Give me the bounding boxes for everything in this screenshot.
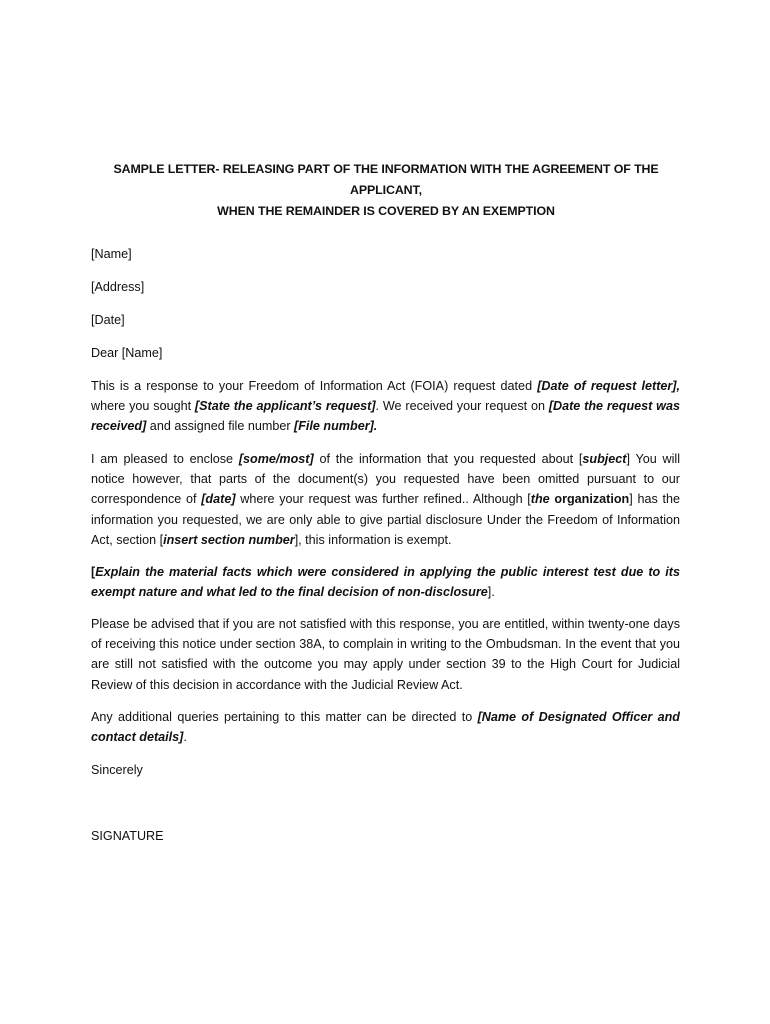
- placeholder-received-date: [Date the request was received]: [91, 399, 680, 434]
- letter-title: [91, 159, 681, 222]
- text-run: ] has the information you requested, we are only able to give partial disclosure Under the Freedom of Information Act, section [: [91, 492, 680, 547]
- text-run: I am pleased to enclose: [91, 452, 239, 466]
- title-line-1: SAMPLE LETTER- RELEASING PART OF THE INFORMATION WITH THE AGREEMENT OF THE APPLICANT,: [113, 162, 659, 197]
- text-run: .: [183, 730, 187, 745]
- closing: Sincerely: [91, 763, 143, 777]
- paragraph-partial-disclosure: [91, 449, 680, 550]
- placeholder-subject: subject: [582, 452, 627, 466]
- placeholder-material-facts: Explain the material facts which were considered in applying the public interest test due to its exempt nature and what led to the final decision of non-disclosure: [91, 565, 680, 600]
- text-run: ], this information is exempt.: [294, 532, 452, 547]
- signature: SIGNATURE: [91, 829, 164, 843]
- text-run: Any additional queries pertaining to this matter can be directed to: [91, 710, 478, 724]
- recipient-name: [Name]: [91, 247, 132, 261]
- placeholder-designated-officer: [Name of Designated Officer and contact details]: [91, 710, 680, 745]
- text-run: This is a response to your Freedom of Information Act (FOIA) request dated: [91, 379, 538, 393]
- bracket-open: [: [91, 565, 96, 579]
- title-line-2: WHEN THE REMAINDER IS COVERED BY AN EXEMPTION: [217, 204, 555, 218]
- text-run: and assigned file number: [146, 419, 295, 434]
- text-run: where your request was further refined.. Although [: [235, 492, 531, 507]
- paragraph-appeal-rights: Please be advised that if you are not satisfied with this response, you are entitled, within twenty-one days of receiving this notice under section 38A, to complain in writing to the Ombudsman. In the event that you are still not satisfied with the outcome you may apply under section 39 to the High Court for Judicial Review of this decision in accordance with the Judicial Review Act.: [91, 617, 680, 692]
- paragraph-additional-queries: [91, 707, 680, 747]
- placeholder-file-number: [File number].: [294, 419, 378, 434]
- text-run: where you sought: [91, 399, 195, 414]
- placeholder-request-date: [Date of request letter],: [537, 379, 680, 393]
- placeholder-applicant-request: [State the applicant’s request]: [194, 399, 376, 414]
- placeholder-section-number: insert section number: [163, 532, 295, 547]
- recipient-address: [Address]: [91, 280, 145, 294]
- text-run: ] You will notice however, that parts of the document(s) you requested have been omitted pursuant to our correspondence of: [91, 452, 681, 507]
- paragraph-public-interest: [91, 562, 680, 602]
- placeholder-the: the: [530, 492, 550, 507]
- placeholder-organization: organization: [549, 492, 630, 507]
- letter-date: [Date]: [91, 313, 125, 327]
- placeholder-some-most: [some/most]: [238, 452, 314, 466]
- placeholder-date: [date]: [201, 492, 236, 507]
- paragraph-request-response: [91, 376, 680, 437]
- bracket-close: ].: [487, 585, 495, 600]
- text-run: . We received your request on: [375, 399, 549, 414]
- text-run: of the information that you requested about [: [313, 452, 583, 466]
- salutation: Dear [Name]: [91, 346, 163, 360]
